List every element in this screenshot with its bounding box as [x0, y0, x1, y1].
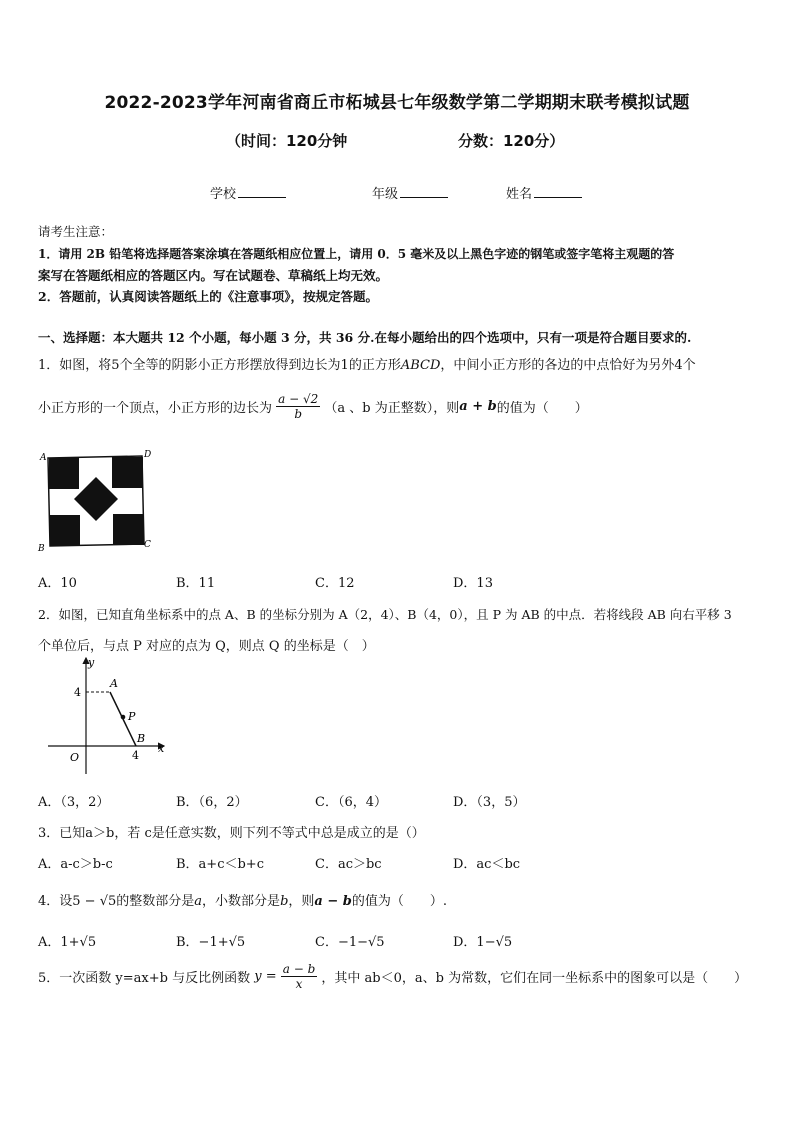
grade-label: 年级	[372, 187, 399, 202]
q5-fraction	[281, 962, 318, 991]
q4-text-c: ，小数部分是	[202, 894, 281, 909]
school-blank[interactable]	[238, 185, 286, 198]
label-p: P	[128, 710, 136, 723]
q1-option-d[interactable]: D．13	[453, 576, 493, 591]
y-label: y	[88, 656, 95, 669]
q1-frac-num: a − √2	[278, 392, 319, 406]
q4-text-a: 4．设	[38, 894, 73, 909]
q4-a: a	[194, 894, 203, 909]
label-d: D	[144, 450, 152, 460]
q5-line	[38, 962, 747, 991]
q5-y-eq: y =	[254, 969, 277, 984]
q2-line2: 个单位后，与点 P 对应的点为 Q，则点 Q 的坐标是（ ）	[38, 639, 375, 654]
name-field	[506, 183, 582, 202]
q3-option-b[interactable]: B．a+c＜b+c	[176, 857, 264, 872]
notice-item2: 2．答题前，认真阅读答题纸上的《注意事项》，按规定答题。	[38, 289, 378, 304]
q3-option-d[interactable]: D．ac＜bc	[453, 857, 521, 872]
q4-line	[38, 890, 447, 909]
q4-expr2: a − b	[314, 894, 352, 909]
point-p	[121, 715, 126, 720]
q4-option-c[interactable]: C．−1−√5	[315, 935, 385, 950]
q3-line: 3．已知a＞b，若 c是任意实数，则下列不等式中总是成立的是（）	[38, 826, 425, 841]
q1-text-a: 1．如图，将5个全等的阴影小正方形摆放得到边长为1的正方形	[38, 358, 401, 373]
exam-score: 分数：120分）	[458, 132, 565, 150]
q4-option-b[interactable]: B．−1+√5	[176, 935, 246, 950]
notice-heading: 请考生注意：	[38, 224, 114, 239]
q4-text-d: ，则	[288, 894, 315, 909]
label-a: A	[40, 453, 47, 463]
y-tick-4: 4	[74, 686, 81, 699]
grade-field	[372, 183, 448, 202]
notice-item1-line2: 案写在答题纸相应的答题区内。写在试题卷、草稿纸上均无效。	[38, 268, 389, 283]
label-c: C	[144, 540, 151, 550]
q2-option-d[interactable]: D．（3，5）	[453, 795, 526, 810]
name-blank[interactable]	[534, 185, 582, 198]
x-tick-4: 4	[132, 749, 139, 762]
name-label: 姓名	[506, 187, 533, 202]
q1-abcd: ABCD	[400, 358, 441, 373]
q2-option-a[interactable]: A．（3，2）	[38, 795, 110, 810]
section1-heading: 一、选择题：本大题共 12 个小题，每小题 3 分，共 36 分.在每小题给出的四个选项中，只有一项是符合题目要求的.	[38, 330, 692, 345]
q4-option-d[interactable]: D．1−√5	[453, 935, 513, 950]
q1-expr: a + b	[459, 399, 497, 414]
q5-frac-num: a − b	[282, 962, 316, 976]
notice-item1-line1: 1．请用 2B 铅笔将选择题答案涂填在答题纸相应位置上，请用 0．5 毫米及以上黑色字迹的钢笔或签字笔将主观题的答	[38, 247, 675, 261]
q4-text-e: 的值为（ ）.	[351, 894, 448, 909]
q2-line1: 2．如图，已知直角坐标系中的点 A、B 的坐标分别为 A（2，4）、B（4，0），且 P 为 AB 的中点．若将线段 AB 向右平移 3	[38, 607, 732, 622]
exam-time: （时间：120分钟	[226, 132, 348, 150]
q1-text-c: 小正方形的一个顶点，小正方形的边长为	[38, 401, 273, 416]
q3-option-a[interactable]: A．a-c＞b-c	[38, 857, 113, 872]
exam-title: 2022-2023学年河南省商丘市柘城县七年级数学第二学期期末联考模拟试题	[104, 93, 690, 113]
q4-text-b: 的整数部分是	[116, 894, 195, 909]
q3-option-c[interactable]: C．ac＞bc	[315, 857, 382, 872]
grade-blank[interactable]	[400, 185, 448, 198]
x-label: x	[158, 742, 165, 755]
q2-figure	[40, 654, 175, 778]
q2-option-b[interactable]: B．（6，2）	[176, 795, 248, 810]
q1-text-d: （a 、b 为正整数），则	[324, 401, 460, 416]
q1-fraction	[276, 392, 320, 421]
label-a: A	[110, 677, 118, 690]
q1-option-b[interactable]: B．11	[176, 576, 216, 591]
q1-figure	[36, 448, 156, 558]
q1-text-e: 的值为（ ）	[496, 401, 588, 416]
q1-option-a[interactable]: A．10	[38, 576, 77, 591]
q1-frac-den: b	[294, 407, 303, 421]
label-b: B	[38, 544, 45, 554]
q4-option-a[interactable]: A．1+√5	[38, 935, 97, 950]
q5-frac-den: x	[295, 977, 303, 991]
q5-text-a: 5．一次函数 y=ax+b 与反比例函数	[38, 971, 251, 986]
school-field	[210, 183, 286, 202]
q1-line1	[38, 354, 696, 373]
q1-text-b: ，中间小正方形的各边的中点恰好为另外4个	[440, 358, 696, 373]
school-label: 学校	[210, 187, 237, 202]
q5-text-b: ，其中 ab＜0，a、b 为常数，它们在同一坐标系中的图象可以是（ ）	[321, 971, 748, 986]
origin-label: O	[70, 751, 80, 764]
q4-expr1: 5 − √5	[72, 894, 117, 909]
q1-line2	[38, 392, 588, 421]
label-b: B	[137, 732, 146, 745]
q1-option-c[interactable]: C．12	[315, 576, 355, 591]
q4-b: b	[280, 894, 289, 909]
q2-option-c[interactable]: C．（6，4）	[315, 795, 387, 810]
